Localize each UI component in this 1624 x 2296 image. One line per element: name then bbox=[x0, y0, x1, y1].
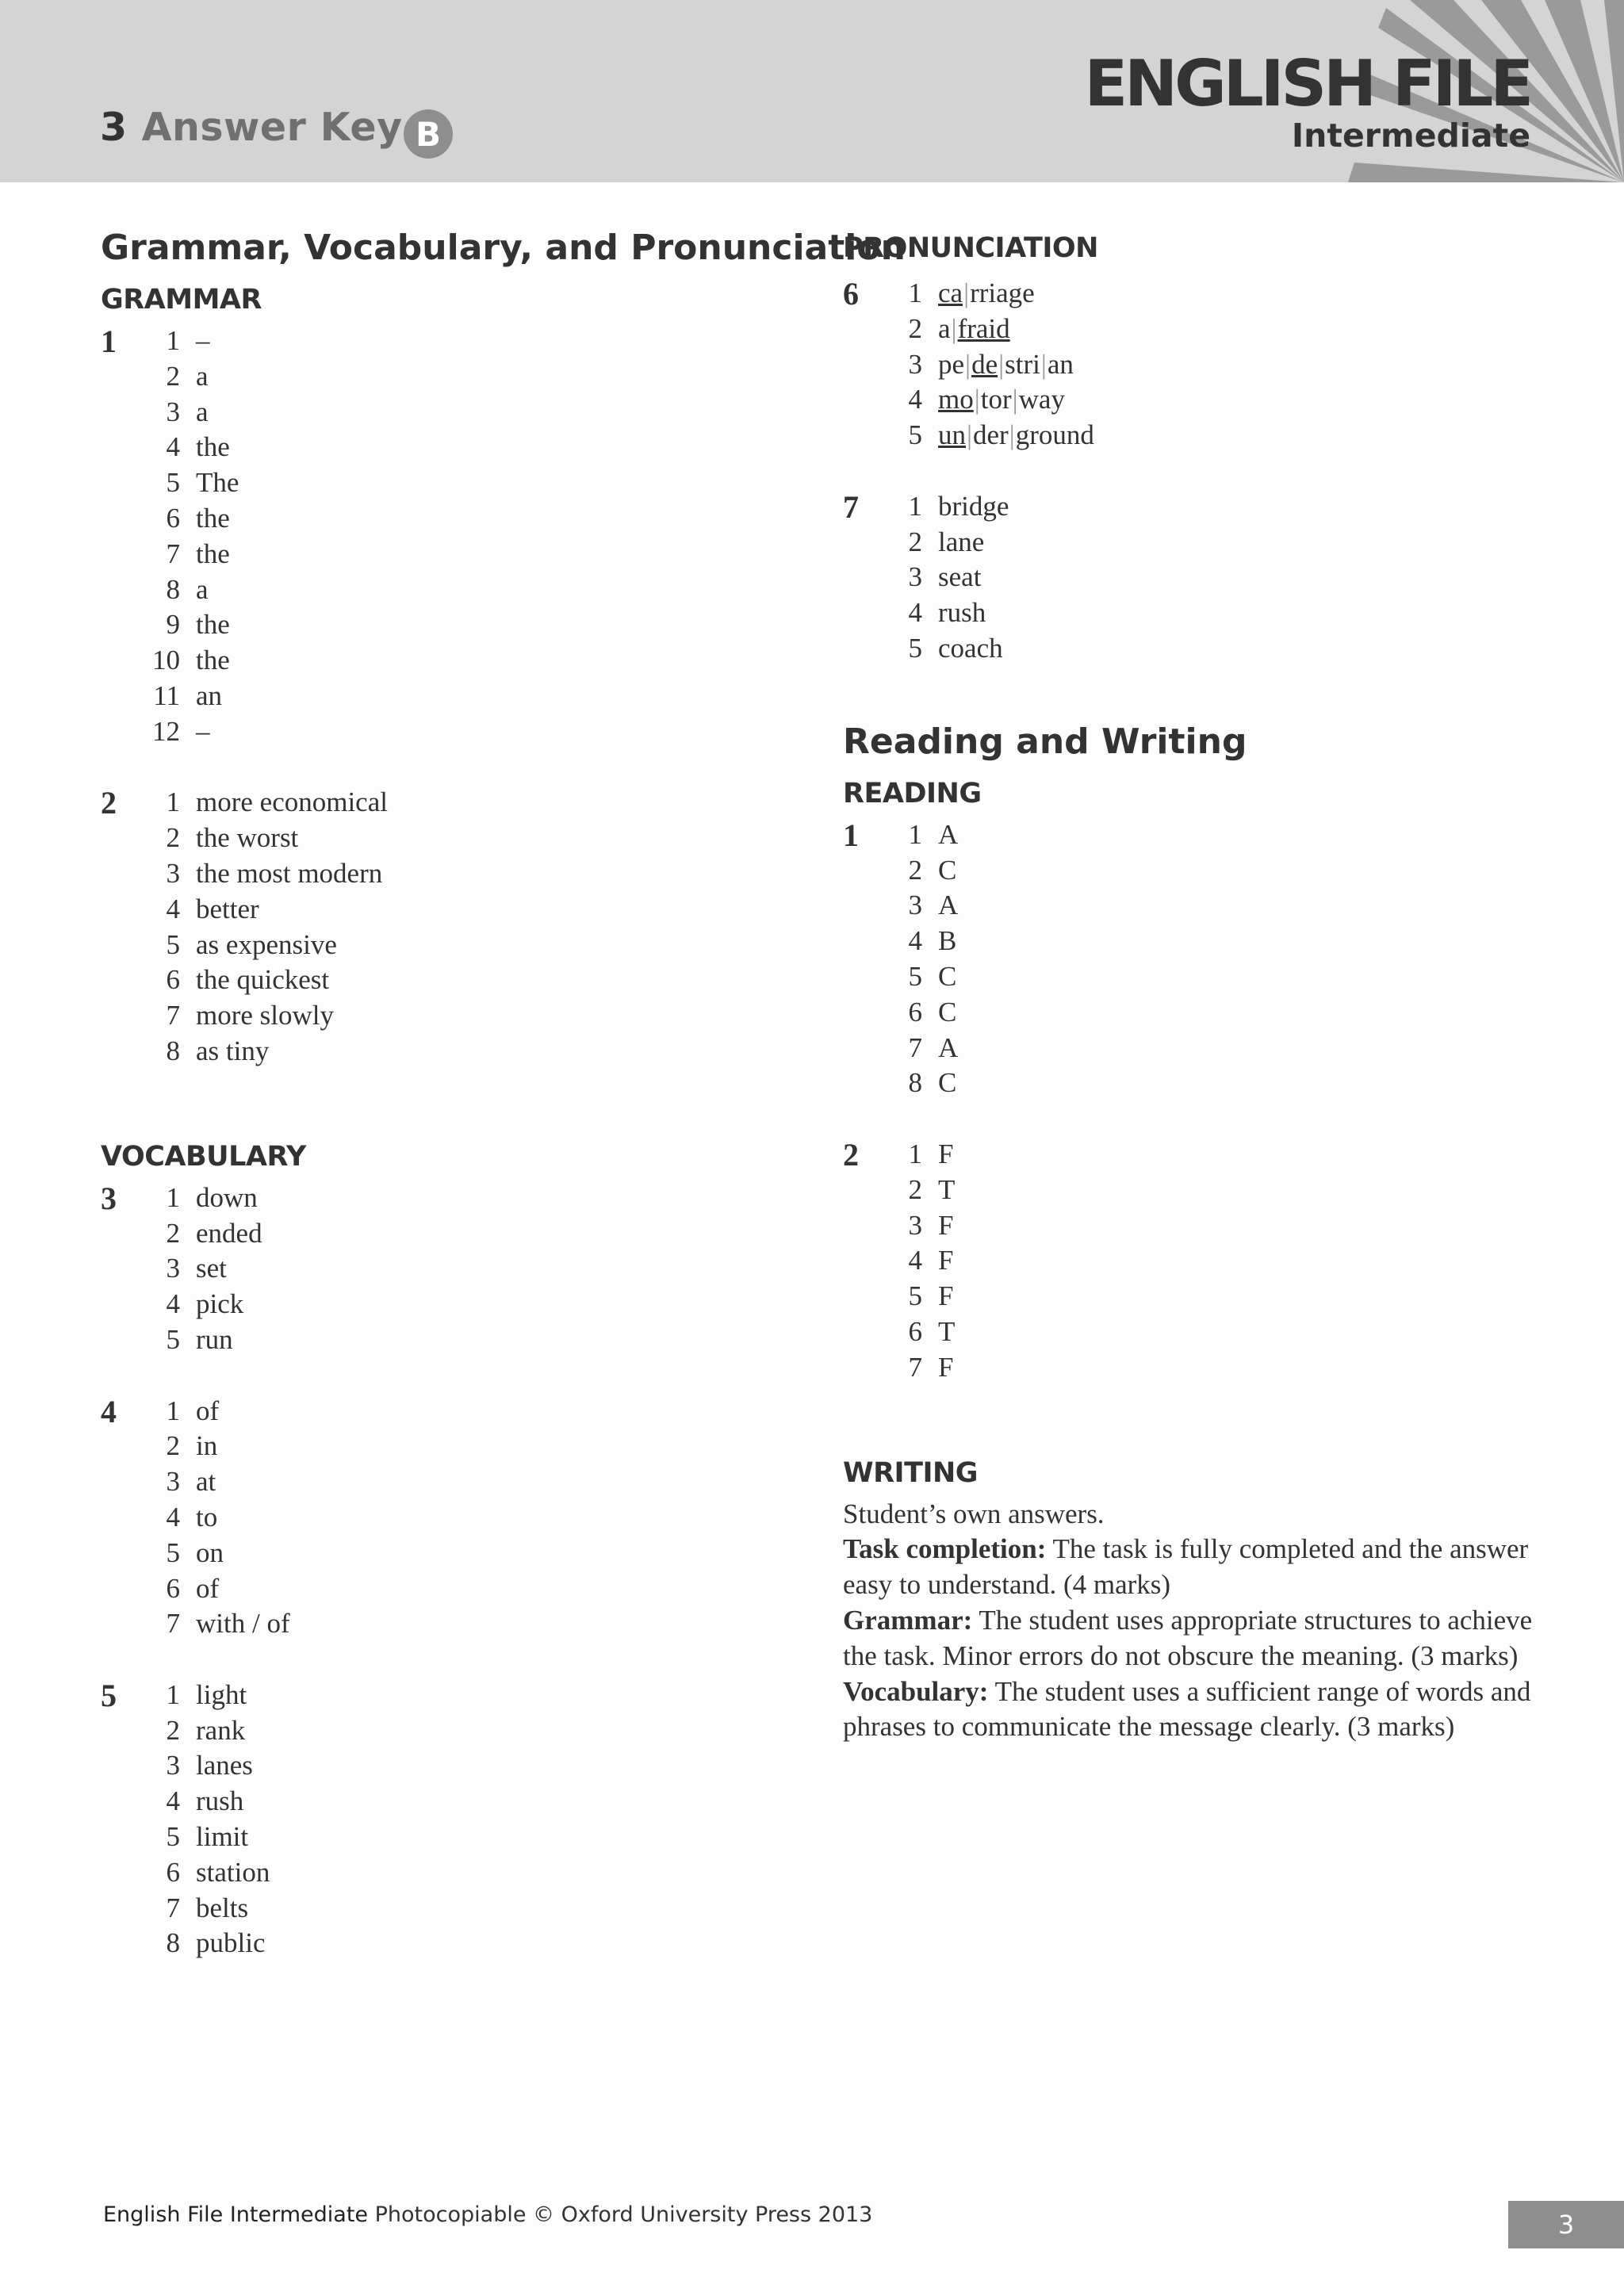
page-header bbox=[0, 0, 1624, 182]
answer-item bbox=[875, 560, 1009, 595]
unit-number: 3 bbox=[100, 105, 128, 150]
pronunciation-heading: PRONUNCIATION bbox=[843, 232, 1098, 264]
footer-title: English File Intermediate bbox=[103, 2202, 369, 2227]
answer-item bbox=[132, 1855, 270, 1891]
syllable-word bbox=[938, 418, 1094, 453]
answer-text: the bbox=[196, 645, 230, 676]
item-number: 3 bbox=[166, 857, 180, 889]
writing-criteria bbox=[843, 1497, 1533, 1746]
syllable: rriage bbox=[970, 277, 1035, 308]
answer-text: with / of bbox=[196, 1608, 290, 1640]
exercise bbox=[843, 1137, 1533, 1386]
criterion-text: The task is fully completed and the answer easy to understand. (4 marks) bbox=[843, 1533, 1529, 1601]
answer-item bbox=[132, 359, 239, 395]
answer-item bbox=[132, 643, 239, 679]
answer-item bbox=[132, 1926, 270, 1961]
criterion-label: Vocabulary: bbox=[843, 1675, 989, 1707]
answer-item bbox=[875, 924, 958, 959]
item-number: 6 bbox=[166, 1856, 180, 1888]
exercise-number: 2 bbox=[843, 1136, 859, 1173]
syllable: tor bbox=[980, 384, 1012, 415]
item-number: 1 bbox=[166, 325, 180, 356]
answer-item bbox=[875, 1031, 958, 1066]
answer-item bbox=[132, 1713, 270, 1749]
answer-text: the worst bbox=[196, 822, 299, 854]
answer-item bbox=[875, 489, 1009, 525]
answer-list bbox=[875, 489, 1009, 667]
item-number: 1 bbox=[908, 277, 922, 308]
answer-text: of bbox=[196, 1572, 220, 1604]
right-column bbox=[843, 220, 1533, 1745]
answer-text: of bbox=[196, 1395, 220, 1426]
syllable: stri bbox=[1005, 348, 1040, 380]
answer-text: the bbox=[196, 609, 230, 641]
answer-text: belts bbox=[196, 1892, 249, 1923]
stressed-syllable: fraid bbox=[957, 312, 1010, 344]
answer-item bbox=[132, 1748, 270, 1784]
brand-logo bbox=[1084, 47, 1530, 155]
answer-text: A bbox=[938, 818, 959, 850]
answer-text: A bbox=[938, 890, 959, 921]
stressed-syllable: un bbox=[938, 419, 966, 451]
exercise-number: 1 bbox=[843, 817, 859, 853]
answer-item bbox=[875, 347, 1094, 383]
item-number: 6 bbox=[166, 502, 180, 534]
answer-item bbox=[132, 998, 388, 1034]
syllable-divider: | bbox=[967, 419, 973, 451]
answer-text: rush bbox=[938, 597, 986, 629]
brand-level: Intermediate bbox=[1291, 117, 1530, 155]
item-number: 5 bbox=[166, 1323, 180, 1355]
exercise bbox=[101, 1678, 799, 1961]
answer-item bbox=[132, 1820, 270, 1855]
item-number: 11 bbox=[153, 679, 180, 711]
answer-text: A bbox=[938, 1031, 959, 1063]
answer-text: B bbox=[938, 925, 957, 957]
exercise-number: 3 bbox=[101, 1180, 117, 1216]
criterion-task bbox=[843, 1532, 1533, 1603]
item-number: 8 bbox=[908, 1067, 922, 1099]
exercise-number: 5 bbox=[101, 1677, 117, 1713]
answer-item bbox=[875, 1243, 955, 1279]
answer-text: the bbox=[196, 502, 230, 534]
answer-text: station bbox=[196, 1856, 270, 1888]
syllable-divider: | bbox=[965, 348, 971, 380]
item-number: 10 bbox=[152, 645, 180, 676]
answer-text: F bbox=[938, 1209, 954, 1241]
criterion-text: The student uses a sufficient range of words and phrases to communicate the message clearly. (3 marks) bbox=[843, 1675, 1531, 1743]
answer-text: the most modern bbox=[196, 857, 383, 889]
syllable-word bbox=[938, 276, 1035, 312]
answer-item bbox=[132, 821, 388, 856]
item-number: 5 bbox=[166, 467, 180, 499]
answer-list bbox=[875, 1137, 955, 1386]
answer-text: to bbox=[196, 1501, 218, 1533]
item-number: 2 bbox=[166, 822, 180, 854]
syllable: a bbox=[938, 312, 951, 344]
version-badge: B bbox=[404, 109, 453, 159]
answer-text: a bbox=[196, 573, 209, 605]
answer-item bbox=[132, 1251, 262, 1287]
answer-text: a bbox=[196, 396, 209, 427]
item-number: 6 bbox=[166, 1572, 180, 1604]
grammar-heading: GRAMMAR bbox=[101, 284, 262, 316]
answer-item bbox=[875, 525, 1009, 561]
item-number: 7 bbox=[166, 1608, 180, 1640]
criterion-text: The student uses appropriate structures to achieve the task. Minor errors do not obscure the meaning. (3 marks) bbox=[843, 1604, 1533, 1671]
answer-item bbox=[132, 892, 388, 928]
item-number: 5 bbox=[908, 632, 922, 664]
answer-item bbox=[132, 1034, 388, 1070]
answer-item bbox=[132, 1287, 262, 1322]
answer-text: public bbox=[196, 1927, 266, 1959]
answer-text: as tiny bbox=[196, 1035, 270, 1066]
exercise bbox=[101, 323, 799, 750]
answer-text: limit bbox=[196, 1821, 249, 1853]
page-number: 3 bbox=[1508, 2201, 1624, 2248]
exercise-syllables bbox=[843, 276, 1533, 453]
answer-text: set bbox=[196, 1253, 227, 1284]
writing-intro: Student’s own answers. bbox=[843, 1498, 1105, 1529]
item-number: 8 bbox=[166, 1927, 180, 1959]
item-number: 5 bbox=[166, 1536, 180, 1568]
answer-text: an bbox=[196, 679, 223, 711]
answer-text: C bbox=[938, 854, 957, 886]
item-number: 3 bbox=[908, 348, 922, 380]
answer-text: C bbox=[938, 996, 957, 1027]
answer-item bbox=[875, 1279, 955, 1314]
answer-item bbox=[875, 1314, 955, 1350]
answer-list bbox=[132, 1678, 270, 1961]
answer-item bbox=[875, 1350, 955, 1386]
answer-text: F bbox=[938, 1245, 954, 1276]
answer-item bbox=[132, 537, 239, 572]
answer-item bbox=[132, 465, 239, 501]
item-number: 1 bbox=[908, 1138, 922, 1169]
stressed-syllable: ca bbox=[938, 277, 963, 308]
writing-heading: WRITING bbox=[843, 1456, 978, 1489]
answer-item bbox=[132, 1394, 290, 1429]
item-number: 7 bbox=[166, 1000, 180, 1031]
answer-text: in bbox=[196, 1430, 218, 1462]
answer-item bbox=[875, 276, 1094, 312]
answer-item bbox=[875, 959, 958, 995]
left-column bbox=[101, 220, 906, 1961]
item-number: 3 bbox=[166, 1253, 180, 1284]
item-number: 4 bbox=[166, 1501, 180, 1533]
item-number: 9 bbox=[166, 609, 180, 641]
vocabulary-exercises bbox=[101, 1181, 799, 1962]
item-number: 5 bbox=[166, 1821, 180, 1853]
answer-item bbox=[132, 572, 239, 608]
criterion-label: Grammar: bbox=[843, 1604, 973, 1636]
answer-list bbox=[132, 323, 239, 750]
exercise-number: 6 bbox=[843, 276, 859, 312]
answer-item bbox=[875, 631, 1009, 667]
item-number: 5 bbox=[908, 960, 922, 992]
item-number: 1 bbox=[166, 786, 180, 818]
item-number: 7 bbox=[908, 1351, 922, 1383]
syllable-divider: | bbox=[951, 312, 957, 344]
section-title-gvp: Grammar, Vocabulary, and Pronunciation bbox=[101, 228, 906, 268]
answer-text: F bbox=[938, 1138, 954, 1169]
exercise bbox=[843, 817, 1533, 1101]
answer-item bbox=[132, 1678, 270, 1713]
answer-item bbox=[875, 595, 1009, 631]
answer-item bbox=[132, 1536, 290, 1571]
answer-list bbox=[875, 276, 1094, 453]
answer-item bbox=[875, 1208, 955, 1244]
item-number: 1 bbox=[908, 818, 922, 850]
answer-item bbox=[875, 1066, 958, 1101]
answer-item bbox=[132, 679, 239, 714]
answer-item bbox=[132, 962, 388, 998]
item-number: 7 bbox=[166, 1892, 180, 1923]
syllable-divider: | bbox=[1040, 348, 1047, 380]
answer-item bbox=[875, 418, 1094, 453]
item-number: 7 bbox=[908, 1031, 922, 1063]
answer-list bbox=[875, 817, 958, 1101]
answer-text: at bbox=[196, 1466, 216, 1498]
answer-item bbox=[132, 856, 388, 892]
answer-item bbox=[875, 1137, 955, 1173]
answer-item bbox=[132, 607, 239, 643]
answer-item bbox=[132, 1784, 270, 1820]
unit-title bbox=[100, 105, 403, 150]
answer-list bbox=[132, 785, 388, 1069]
answer-item bbox=[132, 785, 388, 821]
answer-text: the bbox=[196, 431, 230, 463]
answer-text: on bbox=[196, 1536, 224, 1568]
item-number: 4 bbox=[908, 925, 922, 957]
answer-list bbox=[132, 1394, 290, 1643]
answer-text: light bbox=[196, 1678, 247, 1710]
answer-item bbox=[875, 312, 1094, 347]
answer-text: bridge bbox=[938, 490, 1009, 522]
syllable-divider: | bbox=[998, 348, 1005, 380]
syllable-word bbox=[938, 382, 1065, 418]
criterion-grammar bbox=[843, 1603, 1533, 1674]
item-number: 2 bbox=[166, 1430, 180, 1462]
item-number: 4 bbox=[166, 893, 180, 924]
answer-item bbox=[132, 1322, 262, 1358]
answer-text: ended bbox=[196, 1217, 262, 1249]
answer-item bbox=[132, 1500, 290, 1536]
answer-text: – bbox=[196, 715, 210, 747]
exercise-number: 4 bbox=[101, 1393, 117, 1429]
answer-text: as expensive bbox=[196, 928, 337, 960]
section-title-rw: Reading and Writing bbox=[843, 721, 1247, 762]
item-number: 2 bbox=[908, 1173, 922, 1205]
answer-text: the bbox=[196, 538, 230, 569]
item-number: 3 bbox=[908, 561, 922, 593]
answer-item bbox=[875, 1173, 955, 1208]
answer-item bbox=[132, 1571, 290, 1607]
answer-text: seat bbox=[938, 561, 982, 593]
answer-text: more economical bbox=[196, 786, 388, 818]
item-number: 3 bbox=[166, 1750, 180, 1781]
answer-text: C bbox=[938, 1067, 957, 1099]
answer-item bbox=[875, 853, 958, 889]
exercise bbox=[843, 489, 1533, 667]
answer-text: F bbox=[938, 1351, 954, 1383]
item-number: 2 bbox=[166, 1714, 180, 1746]
item-number: 1 bbox=[166, 1395, 180, 1426]
item-number: 8 bbox=[166, 1035, 180, 1066]
item-number: 2 bbox=[166, 360, 180, 392]
syllable-divider: | bbox=[1009, 419, 1015, 451]
item-number: 2 bbox=[166, 1217, 180, 1249]
answer-item bbox=[875, 382, 1094, 418]
answer-item bbox=[132, 1606, 290, 1642]
syllable: pe bbox=[938, 348, 965, 380]
answer-text: run bbox=[196, 1323, 233, 1355]
item-number: 3 bbox=[908, 1209, 922, 1241]
item-number: 6 bbox=[166, 964, 180, 996]
answer-text: C bbox=[938, 960, 957, 992]
item-number: 3 bbox=[908, 890, 922, 921]
answer-text: lane bbox=[938, 526, 985, 557]
item-number: 1 bbox=[166, 1181, 180, 1213]
answer-text: a bbox=[196, 360, 209, 392]
footer-copyright: Photocopiable © Oxford University Press 2013 bbox=[374, 2202, 873, 2227]
unit-title-text: Answer Key bbox=[141, 105, 403, 150]
grammar-exercises bbox=[101, 323, 799, 1070]
syllable-word bbox=[938, 347, 1074, 383]
answer-item bbox=[132, 1429, 290, 1464]
answer-text: down bbox=[196, 1181, 258, 1213]
answer-text: – bbox=[196, 325, 210, 356]
exercise bbox=[101, 1181, 799, 1358]
exercise bbox=[101, 1394, 799, 1643]
answer-text: rank bbox=[196, 1714, 246, 1746]
answer-text: The bbox=[196, 467, 239, 499]
item-number: 4 bbox=[166, 431, 180, 463]
item-number: 4 bbox=[908, 597, 922, 629]
syllable: ground bbox=[1015, 419, 1094, 451]
item-number: 4 bbox=[166, 1288, 180, 1320]
exercise bbox=[101, 785, 799, 1069]
item-number: 6 bbox=[908, 1315, 922, 1347]
answer-item bbox=[132, 1891, 270, 1927]
item-number: 5 bbox=[166, 928, 180, 960]
answer-text: T bbox=[938, 1173, 956, 1205]
item-number: 2 bbox=[908, 312, 922, 344]
brand-name: ENGLISH FILE bbox=[1084, 47, 1530, 121]
answer-item bbox=[132, 395, 239, 430]
answer-text: rush bbox=[196, 1785, 244, 1817]
answer-item bbox=[132, 323, 239, 359]
answer-list bbox=[132, 1181, 262, 1358]
item-number: 2 bbox=[908, 854, 922, 886]
item-number: 5 bbox=[908, 1280, 922, 1312]
answer-item bbox=[875, 995, 958, 1031]
stressed-syllable: de bbox=[971, 348, 998, 380]
footer bbox=[103, 2202, 872, 2227]
answer-text: T bbox=[938, 1315, 956, 1347]
answer-item bbox=[132, 1464, 290, 1500]
item-number: 1 bbox=[908, 490, 922, 522]
answer-text: more slowly bbox=[196, 1000, 335, 1031]
criterion-label: Task completion: bbox=[843, 1533, 1047, 1565]
item-number: 2 bbox=[908, 526, 922, 557]
answer-item bbox=[875, 888, 958, 924]
answer-text: lanes bbox=[196, 1750, 253, 1781]
exercise-number: 2 bbox=[101, 785, 117, 821]
criterion-vocabulary bbox=[843, 1674, 1533, 1746]
answer-item bbox=[875, 817, 958, 853]
answer-item bbox=[132, 1216, 262, 1252]
answer-item bbox=[132, 928, 388, 963]
item-number: 1 bbox=[166, 1678, 180, 1710]
answer-item bbox=[132, 501, 239, 537]
item-number: 12 bbox=[152, 715, 180, 747]
answer-text: F bbox=[938, 1280, 954, 1312]
syllable: way bbox=[1018, 384, 1065, 415]
item-number: 4 bbox=[908, 384, 922, 415]
syllable-word bbox=[938, 312, 1010, 347]
item-number: 4 bbox=[908, 1245, 922, 1276]
syllable-divider: | bbox=[974, 384, 980, 415]
syllable-divider: | bbox=[1012, 384, 1018, 415]
syllable: der bbox=[973, 419, 1009, 451]
answer-item bbox=[132, 714, 239, 750]
stressed-syllable: mo bbox=[938, 384, 974, 415]
item-number: 5 bbox=[908, 419, 922, 451]
item-number: 8 bbox=[166, 573, 180, 605]
answer-item bbox=[132, 1181, 262, 1216]
item-number: 7 bbox=[166, 538, 180, 569]
answer-text: the quickest bbox=[196, 964, 330, 996]
answer-text: pick bbox=[196, 1288, 244, 1320]
item-number: 4 bbox=[166, 1785, 180, 1817]
item-number: 3 bbox=[166, 396, 180, 427]
answer-text: coach bbox=[938, 632, 1003, 664]
answer-item bbox=[132, 430, 239, 465]
answer-text: better bbox=[196, 893, 259, 924]
item-number: 3 bbox=[166, 1466, 180, 1498]
syllable: an bbox=[1047, 348, 1074, 380]
syllable-divider: | bbox=[963, 277, 970, 308]
vocabulary-heading: VOCABULARY bbox=[101, 1140, 306, 1173]
reading-heading: READING bbox=[843, 777, 982, 809]
exercise-number: 7 bbox=[843, 488, 859, 525]
exercise-number: 1 bbox=[101, 323, 117, 359]
item-number: 6 bbox=[908, 996, 922, 1027]
